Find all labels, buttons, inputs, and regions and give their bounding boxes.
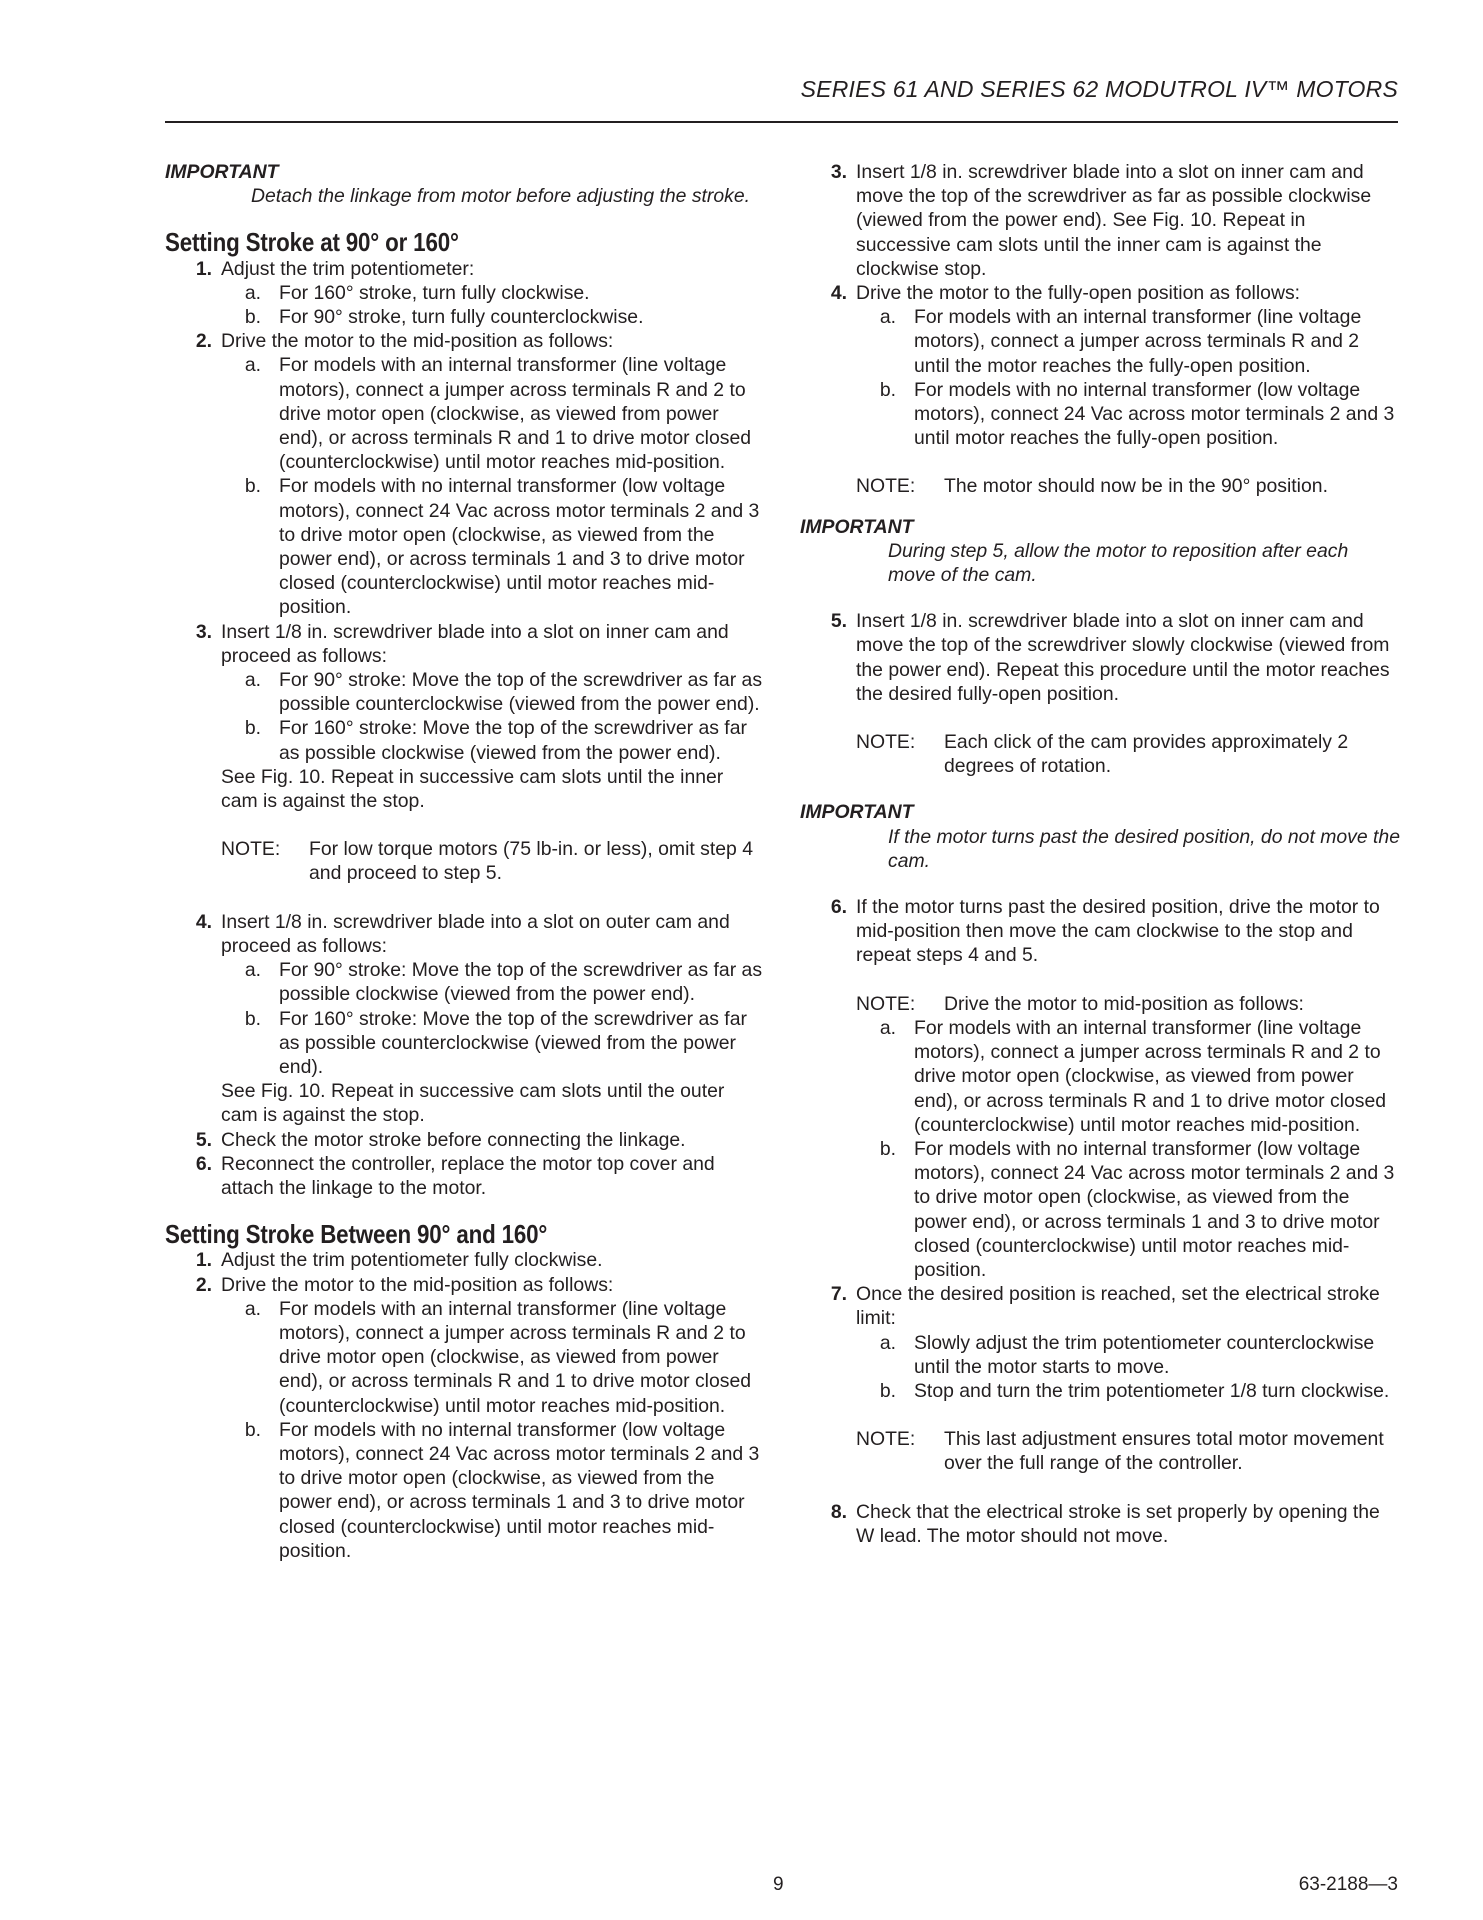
substep-text: For 160° stroke: Move the top of the screwdriver as far as possible counterclockwise (viewed from the power end). [279,1007,747,1078]
substep-text: For 90° stroke: Move the top of the screwdriver as far as possible counterclockwise (viewed from the power end). [279,669,763,716]
substep-text: For models with no internal transformer (low voltage motors), connect 24 Vac across motor terminals 2 and 3 until motor reaches the fully-open position. [914,378,1395,450]
step-1 [165,1248,765,1272]
substep-text: For models with no internal transformer (low voltage motors), connect 24 Vac across motor terminals 2 and 3 to drive motor open (clockwise, as viewed from the power end), or across terminals 1 and 3 to drive motor closed (counterclockwise) until motor reaches mid-position. [279,475,760,619]
step-3 [800,160,1400,281]
note-head [856,992,1400,1016]
note-text: Drive the motor to mid-position as follows: [944,992,1304,1015]
substep-letter: a. [244,281,261,304]
step-text: Check that the electrical stroke is set properly by opening the W lead. The motor should not move. [856,1500,1380,1547]
step-number: 8. [830,1500,847,1523]
step-text: Insert 1/8 in. screwdriver blade into a slot on outer cam and proceed as follows: [221,910,730,957]
step-6 [800,895,1400,968]
section-title: Setting Stroke Between 90° and 160° [165,1219,548,1250]
substep-text: For models with an internal transformer (line voltage motors), connect a jumper across terminals R and 2 to drive motor open (clockwise, as viewed from power end), or across terminals R and 1 to drive motor closed (counterclockwise) until motor reaches mid-position. [914,1016,1387,1136]
step-text: Adjust the trim potentiometer fully clockwise. [221,1249,603,1272]
step-followup: See Fig. 10. Repeat in successive cam slots until the outer cam is against the stop. [221,1080,725,1127]
note [221,837,765,885]
step-5 [800,609,1400,706]
note-label: NOTE: [856,731,916,754]
step-4 [800,281,1400,450]
substep-letter: b. [244,717,261,740]
substep [856,378,1400,451]
step-2 [165,1273,765,1563]
note-text: The motor should now be in the 90° position. [944,475,1328,498]
substep [221,353,765,474]
important-label: IMPORTANT [800,515,914,538]
step-8 [800,1500,1400,1548]
step-1 [165,257,765,330]
substep [856,1331,1400,1379]
substep-text: For 160° stroke: Move the top of the screwdriver as far as possible clockwise (viewed from the power end). [279,717,747,764]
substep [856,1379,1400,1403]
substep-text: For 160° stroke, turn fully clockwise. [279,281,590,304]
note-text: This last adjustment ensures total motor movement over the full range of the controller. [944,1428,1384,1475]
substep [856,1137,1400,1282]
step-number: 2. [195,330,212,353]
step-text: Drive the motor to the fully-open position as follows: [856,282,1301,305]
step-number: 6. [830,896,847,919]
substep [221,305,765,329]
step-number: 1. [195,1249,212,1272]
note-text: For low torque motors (75 lb-in. or less), omit step 4 and proceed to step 5. [309,838,753,885]
page-number: 9 [773,1874,784,1895]
step-3 [165,620,765,814]
note-label: NOTE: [856,1428,916,1451]
step-text: Reconnect the controller, replace the motor top cover and attach the linkage to the motor. [221,1152,715,1199]
step-text: Once the desired position is reached, set the electrical stroke limit: [856,1283,1380,1330]
substep-letter: a. [244,959,261,982]
substep [221,474,765,619]
substep-text: For models with no internal transformer (low voltage motors), connect 24 Vac across motor terminals 2 and 3 to drive motor open (clockwise, as viewed from the power end), or across terminals 1 and 3 to drive motor closed (counterclockwise) until motor reaches mid-position. [279,1418,760,1562]
substep-text: For models with an internal transformer (line voltage motors), connect a jumper across terminals R and 2 to drive motor open (clockwise, as viewed from power end), or across terminals R and 1 to drive motor closed (counterclockwise) until motor reaches mid-position. [279,1297,752,1417]
important-label: IMPORTANT [165,161,279,183]
substep-text: For models with no internal transformer (low voltage motors), connect 24 Vac across motor terminals 2 and 3 to drive motor open (clockwise, as viewed from the power end), or across terminals 1 and 3 to drive motor closed (counterclockwise) until motor reaches mid-position. [914,1137,1395,1281]
substep-text: For 90° stroke, turn fully counterclockwise. [279,306,644,329]
substep [856,1016,1400,1137]
substep-letter: b. [244,1418,261,1441]
running-header: SERIES 61 AND SERIES 62 MODUTROL IV™ MOTORS [800,76,1398,102]
step-number: 4. [830,282,847,305]
note-text: Each click of the cam provides approximately 2 degrees of rotation. [944,731,1349,778]
step-text: If the motor turns past the desired position, drive the motor to mid-position then move the cam clockwise to the stop and repeat steps 4 and 5. [856,896,1380,967]
substep [221,716,765,764]
substep-letter: b. [879,1379,896,1402]
document-code: 63-2188—3 [1298,1874,1398,1895]
note-label: NOTE: [221,838,281,861]
step-number: 4. [195,910,212,933]
substep [221,1007,765,1080]
substep-letter: a. [879,1331,896,1354]
substep-letter: b. [879,1137,896,1160]
step-number: 7. [830,1283,847,1306]
step-number: 3. [830,161,847,183]
important-text: If the motor turns past the desired position, do not move the cam. [888,825,1400,872]
note [856,992,1400,1282]
substep [856,305,1400,378]
substep-text: Slowly adjust the trim potentiometer counterclockwise until the motor starts to move. [914,1331,1375,1378]
substep-text: For 90° stroke: Move the top of the screwdriver as far as possible clockwise (viewed from the power end). [279,959,763,1006]
step-text: Insert 1/8 in. screwdriver blade into a slot on inner cam and move the top of the screwdriver slowly clockwise (viewed from the power end). Repeat this procedure until the motor reaches the desired fully-open position. [856,610,1390,705]
important-text: During step 5, allow the motor to reposition after each move of the cam. [888,539,1349,587]
step-number: 5. [830,610,847,633]
note-label: NOTE: [856,475,916,498]
note [856,1427,1400,1475]
step-text: Drive the motor to the mid-position as follows: [221,330,614,353]
step-text: Adjust the trim potentiometer: [221,257,475,280]
note [856,474,1400,498]
step-number: 1. [195,257,212,280]
note-label: NOTE: [856,992,916,1015]
left-column [165,160,765,1563]
step-number: 5. [195,1128,212,1151]
step-number: 2. [195,1273,212,1296]
header-rule [165,121,1398,123]
substep-letter: a. [879,1016,896,1039]
substep-letter: b. [244,306,261,329]
substep-letter: b. [244,475,261,498]
substep-letter: b. [244,1007,261,1030]
step-5 [165,1128,765,1152]
step-4 [165,910,765,1128]
step-number: 3. [195,620,212,643]
important-label: IMPORTANT [800,801,914,824]
step-text: Drive the motor to the mid-position as follows: [221,1273,614,1296]
substep-letter: a. [244,1297,261,1320]
substep-text: For models with an internal transformer (line voltage motors), connect a jumper across terminals R and 2 to drive motor open (clockwise, as viewed from power end), or across terminals R and 1 to drive motor closed (counterclockwise) until motor reaches mid-position. [279,354,752,474]
substep [221,1418,765,1563]
substep-letter: a. [244,354,261,377]
step-text: Check the motor stroke before connecting the linkage. [221,1128,686,1151]
step-number: 6. [195,1152,212,1175]
substep [221,668,765,716]
step-text: Insert 1/8 in. screwdriver blade into a slot on inner cam and move the top of the screwdriver as far as possible clockwise (viewed from the power end). See Fig. 10. Repeat in successive cam slots until the inner cam is against the clockwise stop. [856,161,1372,280]
note [856,730,1400,778]
step-2 [165,329,765,619]
substep [221,281,765,305]
substep-letter: a. [879,306,896,329]
substep [221,958,765,1006]
section-title: Setting Stroke at 90° or 160° [165,227,459,258]
substep-text: For models with an internal transformer (line voltage motors), connect a jumper across terminals R and 2 until the motor reaches the fully-open position. [914,306,1362,377]
substep [221,1297,765,1418]
right-column [800,160,1400,1548]
step-6 [165,1152,765,1200]
step-7 [800,1282,1400,1403]
substep-text: Stop and turn the trim potentiometer 1/8 turn clockwise. [914,1379,1390,1402]
step-text: Insert 1/8 in. screwdriver blade into a slot on inner cam and proceed as follows: [221,620,729,667]
substep-letter: a. [244,669,261,692]
important-text: Detach the linkage from motor before adjusting the stroke. [251,185,751,208]
substep-letter: b. [879,378,896,401]
step-followup: See Fig. 10. Repeat in successive cam slots until the inner cam is against the stop. [221,765,724,813]
